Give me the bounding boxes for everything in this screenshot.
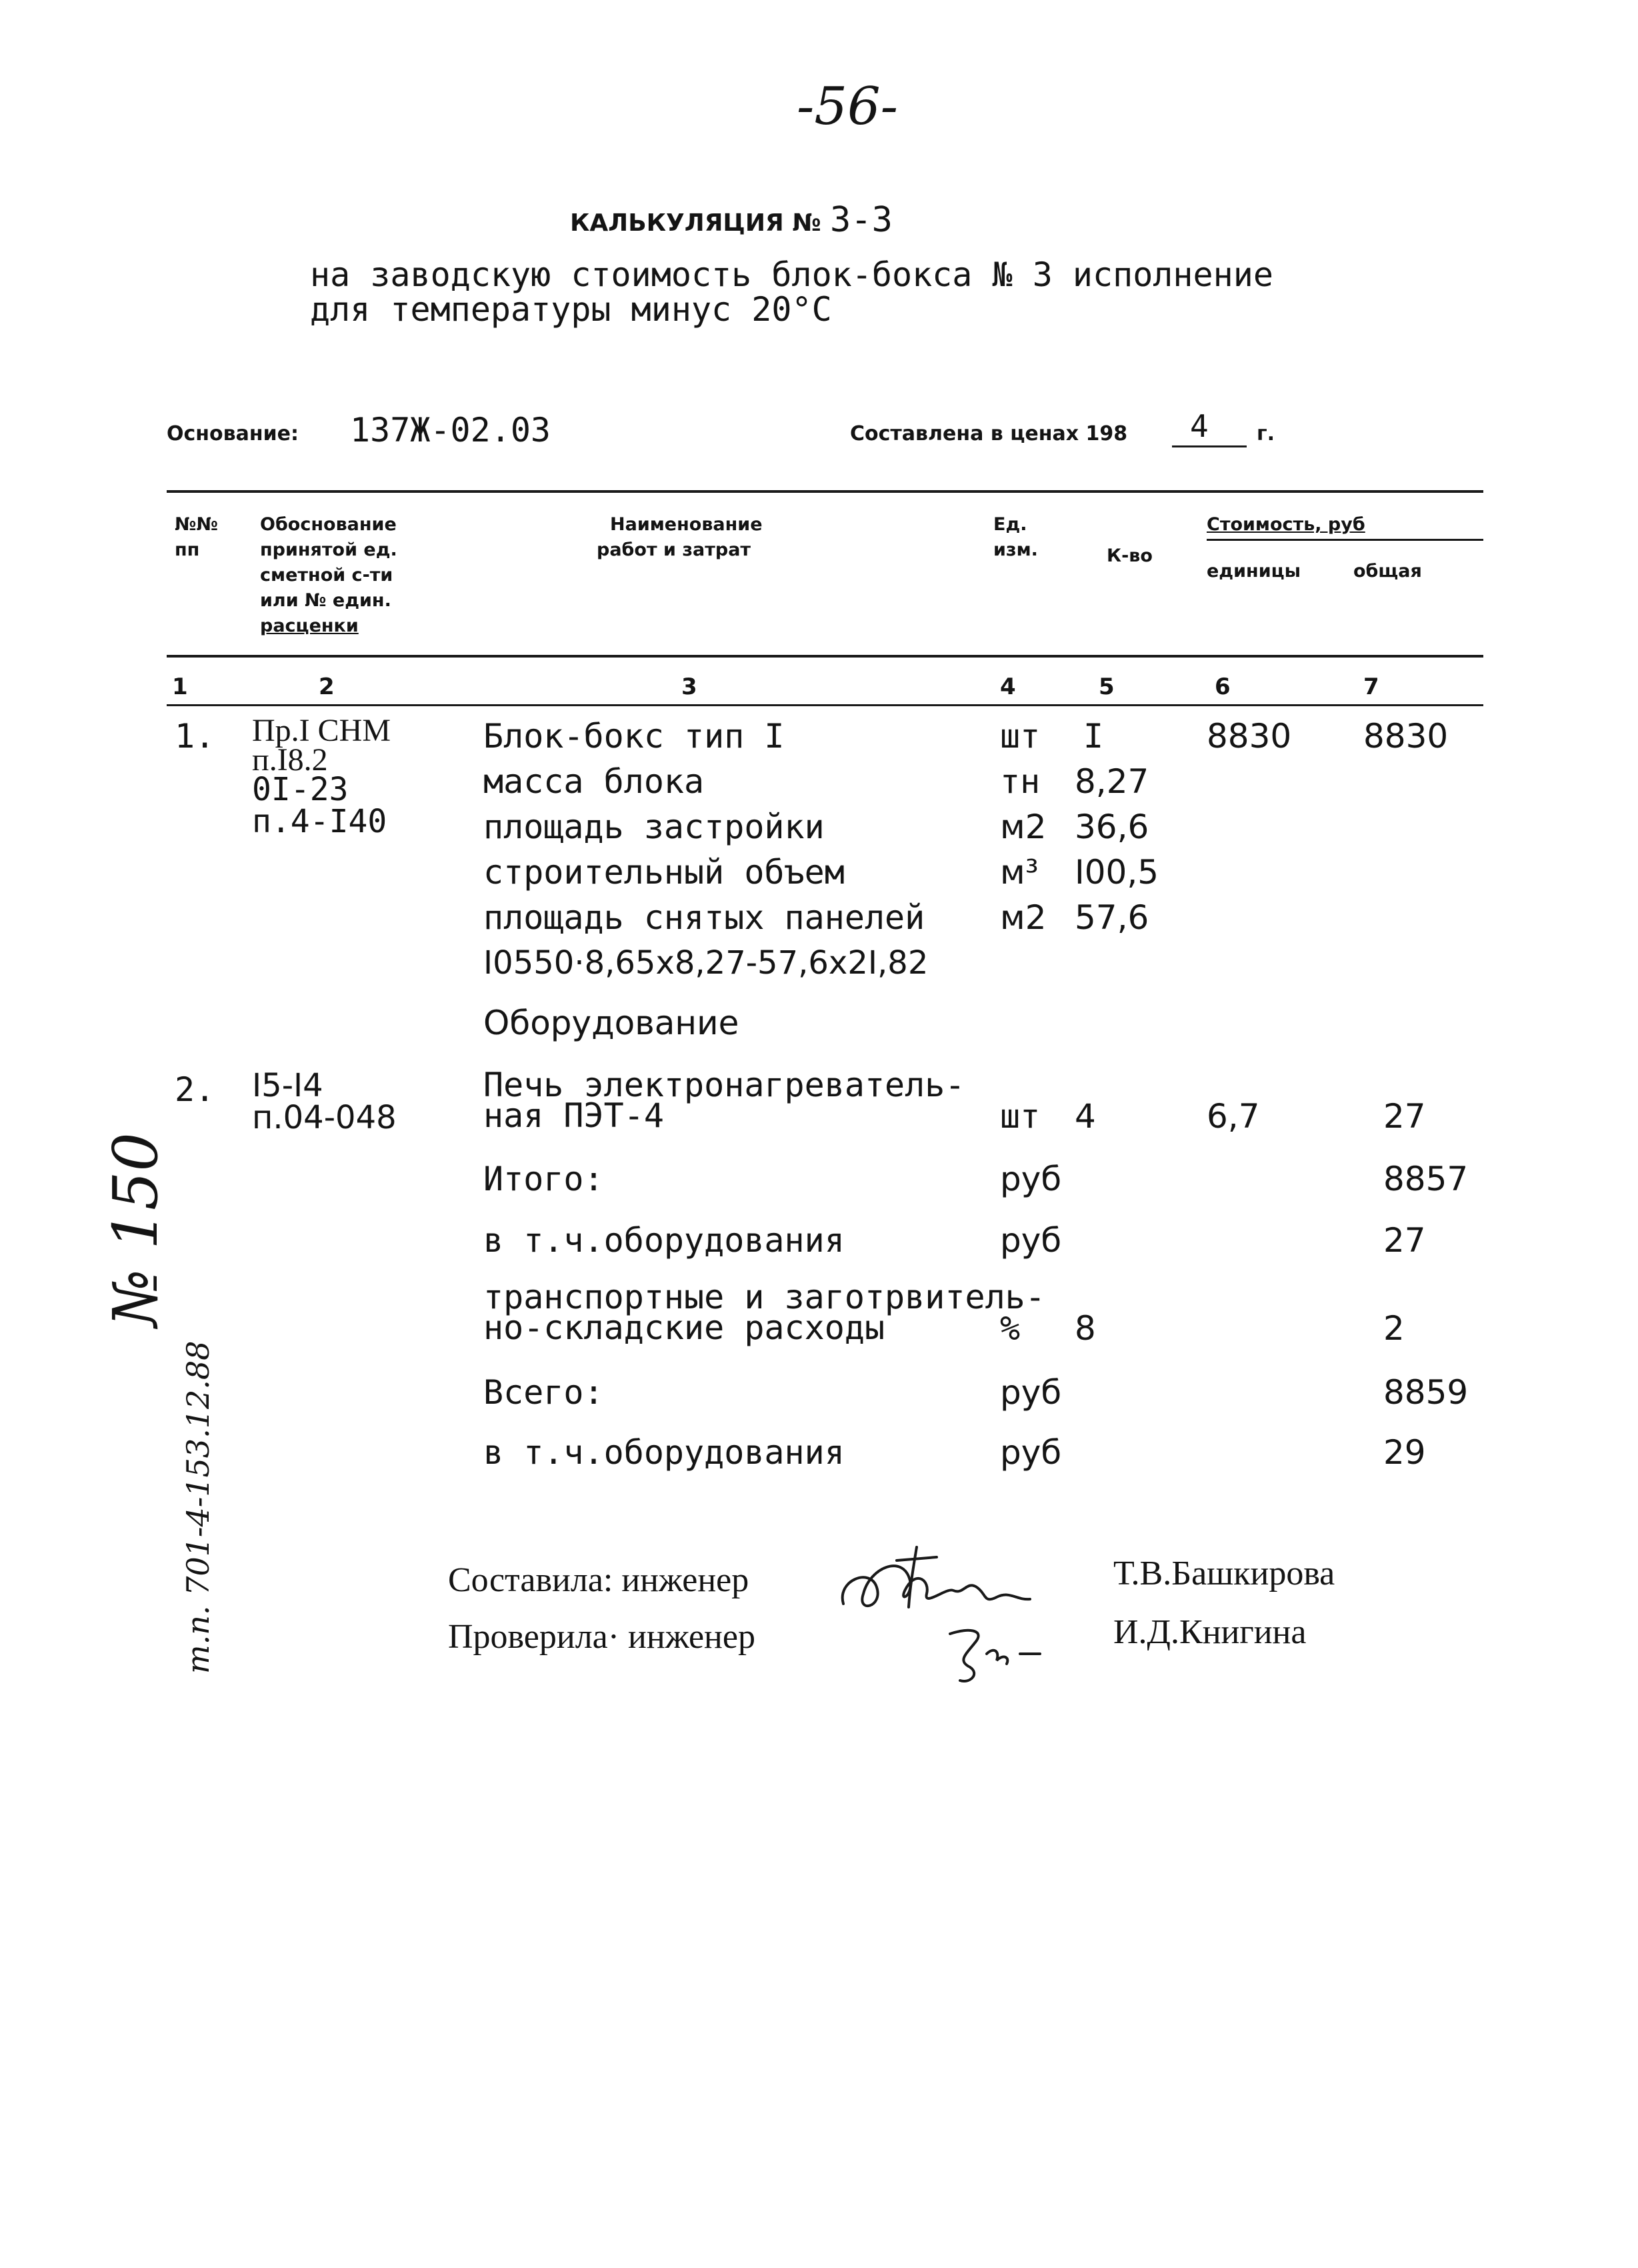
header-col7: общая (1353, 561, 1422, 582)
row-unit-cost: 8830 (1207, 717, 1292, 756)
checked-by-label: Проверила· инженер (448, 1618, 755, 1656)
compiled-by-name: Т.В.Башкирова (1113, 1554, 1335, 1592)
compiled-suffix: г. (1257, 422, 1275, 445)
row-quantity: 8,27 (1075, 762, 1149, 801)
compiled-year: 4 (1190, 408, 1209, 444)
header-col1-line1: №№ (175, 514, 218, 535)
row-name: строительный объем (483, 853, 845, 892)
row-unit: шт (1000, 1097, 1041, 1136)
row-basis-line: п.I8.2 (252, 742, 328, 778)
row-unit: руб (1000, 1221, 1062, 1260)
column-number: 2 (319, 674, 335, 700)
header-col2-line5: расценки (260, 616, 359, 636)
row-total: 27 (1383, 1097, 1426, 1136)
header-col2-line4: или № един. (260, 590, 391, 611)
checked-by-name: И.Д.Книгина (1113, 1613, 1307, 1651)
row-total: 8857 (1383, 1160, 1469, 1198)
header-col4-line2: изм. (993, 539, 1038, 560)
row-quantity: 8 (1075, 1309, 1096, 1348)
row-unit: % (1000, 1309, 1021, 1348)
header-col3-line1: Наименование (610, 514, 763, 535)
row-number: 2. (175, 1070, 215, 1109)
header-col2-line3: сметной с-ти (260, 565, 393, 586)
row-name: в т.ч.оборудования (483, 1221, 845, 1260)
row-formula: I0550·8,65х8,27-57,6х2I,82 (483, 944, 929, 982)
table-top-rule (167, 490, 1483, 493)
header-bottom-rule (167, 655, 1483, 658)
row-basis-line: п.04-048 (252, 1099, 397, 1136)
row-unit: руб (1000, 1433, 1062, 1472)
row-basis-line: I5-I4 (252, 1067, 323, 1104)
compiled-label: Составлена в ценах 198 (850, 422, 1128, 445)
page-number: -56- (797, 77, 898, 137)
basis-label: Основание: (167, 422, 299, 445)
document-title-prefix: КАЛЬКУЛЯЦИЯ № (570, 209, 821, 237)
row-unit: м³ (1000, 853, 1039, 892)
row-total: 2 (1383, 1309, 1405, 1348)
column-number: 4 (1000, 674, 1016, 700)
row-basis-line: п.4-I40 (252, 803, 387, 840)
row-name: Всего: (483, 1373, 604, 1412)
margin-stamp-number: № 150 (100, 1132, 171, 1327)
row-unit: шт (1000, 717, 1041, 756)
header-col4-line1: Ед. (993, 514, 1027, 535)
row-unit: руб (1000, 1373, 1062, 1412)
column-number: 3 (681, 674, 697, 700)
row-section-heading: Оборудование (483, 1004, 739, 1042)
row-name: площадь снятых панелей (483, 898, 925, 937)
row-name: транспортные и заготрвитель- но-складские расходы (483, 1278, 1045, 1347)
row-unit: тн (1000, 762, 1041, 801)
header-col1-line2: пп (175, 539, 200, 560)
margin-reference: т.п. 701-4-153.12.88 (180, 1340, 216, 1674)
row-basis-line: Пр.I СНМ (252, 713, 391, 748)
column-number: 1 (172, 674, 188, 700)
row-quantity: 4 (1075, 1097, 1096, 1136)
row-unit: руб (1000, 1160, 1062, 1198)
row-unit-cost: 6,7 (1207, 1097, 1260, 1136)
row-name: площадь застройки (483, 808, 825, 846)
row-quantity: 57,6 (1075, 898, 1149, 937)
header-col2-line1: Обоснование (260, 514, 397, 535)
compiled-by-label: Составила: инженер (448, 1561, 749, 1599)
column-number: 7 (1363, 674, 1379, 700)
row-total: 8830 (1363, 717, 1449, 756)
row-quantity: I (1083, 717, 1104, 756)
year-underline (1172, 445, 1247, 447)
row-basis-line: 0I-23 (252, 771, 349, 808)
row-name: Печь электронагреватель- ная ПЭТ-4 (483, 1066, 965, 1135)
row-name: масса блока (483, 762, 705, 801)
column-numbers-rule (167, 704, 1483, 706)
cost-group-underline (1207, 539, 1483, 541)
row-total: 8859 (1383, 1373, 1469, 1412)
document-subtitle-line1: на заводскую стоимость блок-бокса № 3 исполнение (310, 255, 1273, 294)
column-number: 6 (1215, 674, 1231, 700)
column-number: 5 (1099, 674, 1115, 700)
document-subtitle-line2: для температуры минус 20°С (310, 290, 832, 329)
header-cost-group: Стоимость, руб (1207, 514, 1365, 535)
header-col5: К-во (1107, 545, 1153, 566)
row-total: 27 (1383, 1221, 1426, 1260)
row-name: в т.ч.оборудования (483, 1433, 845, 1472)
header-col3-line2: работ и затрат (597, 539, 751, 560)
basis-value: 137Ж-02.03 (350, 411, 551, 449)
document-title-number: 3-3 (830, 200, 893, 240)
row-quantity: I00,5 (1075, 853, 1159, 892)
row-unit: м2 (1000, 898, 1047, 937)
row-name: Блок-бокс тип I (483, 717, 785, 756)
header-col2-line2: принятой ед. (260, 539, 397, 560)
row-number: 1. (175, 717, 215, 756)
row-total: 29 (1383, 1433, 1426, 1472)
signature-knigina (930, 1614, 1050, 1687)
row-quantity: 36,6 (1075, 808, 1149, 846)
row-name: Итого: (483, 1160, 604, 1198)
row-unit: м2 (1000, 808, 1047, 846)
header-col6: единицы (1207, 561, 1301, 582)
